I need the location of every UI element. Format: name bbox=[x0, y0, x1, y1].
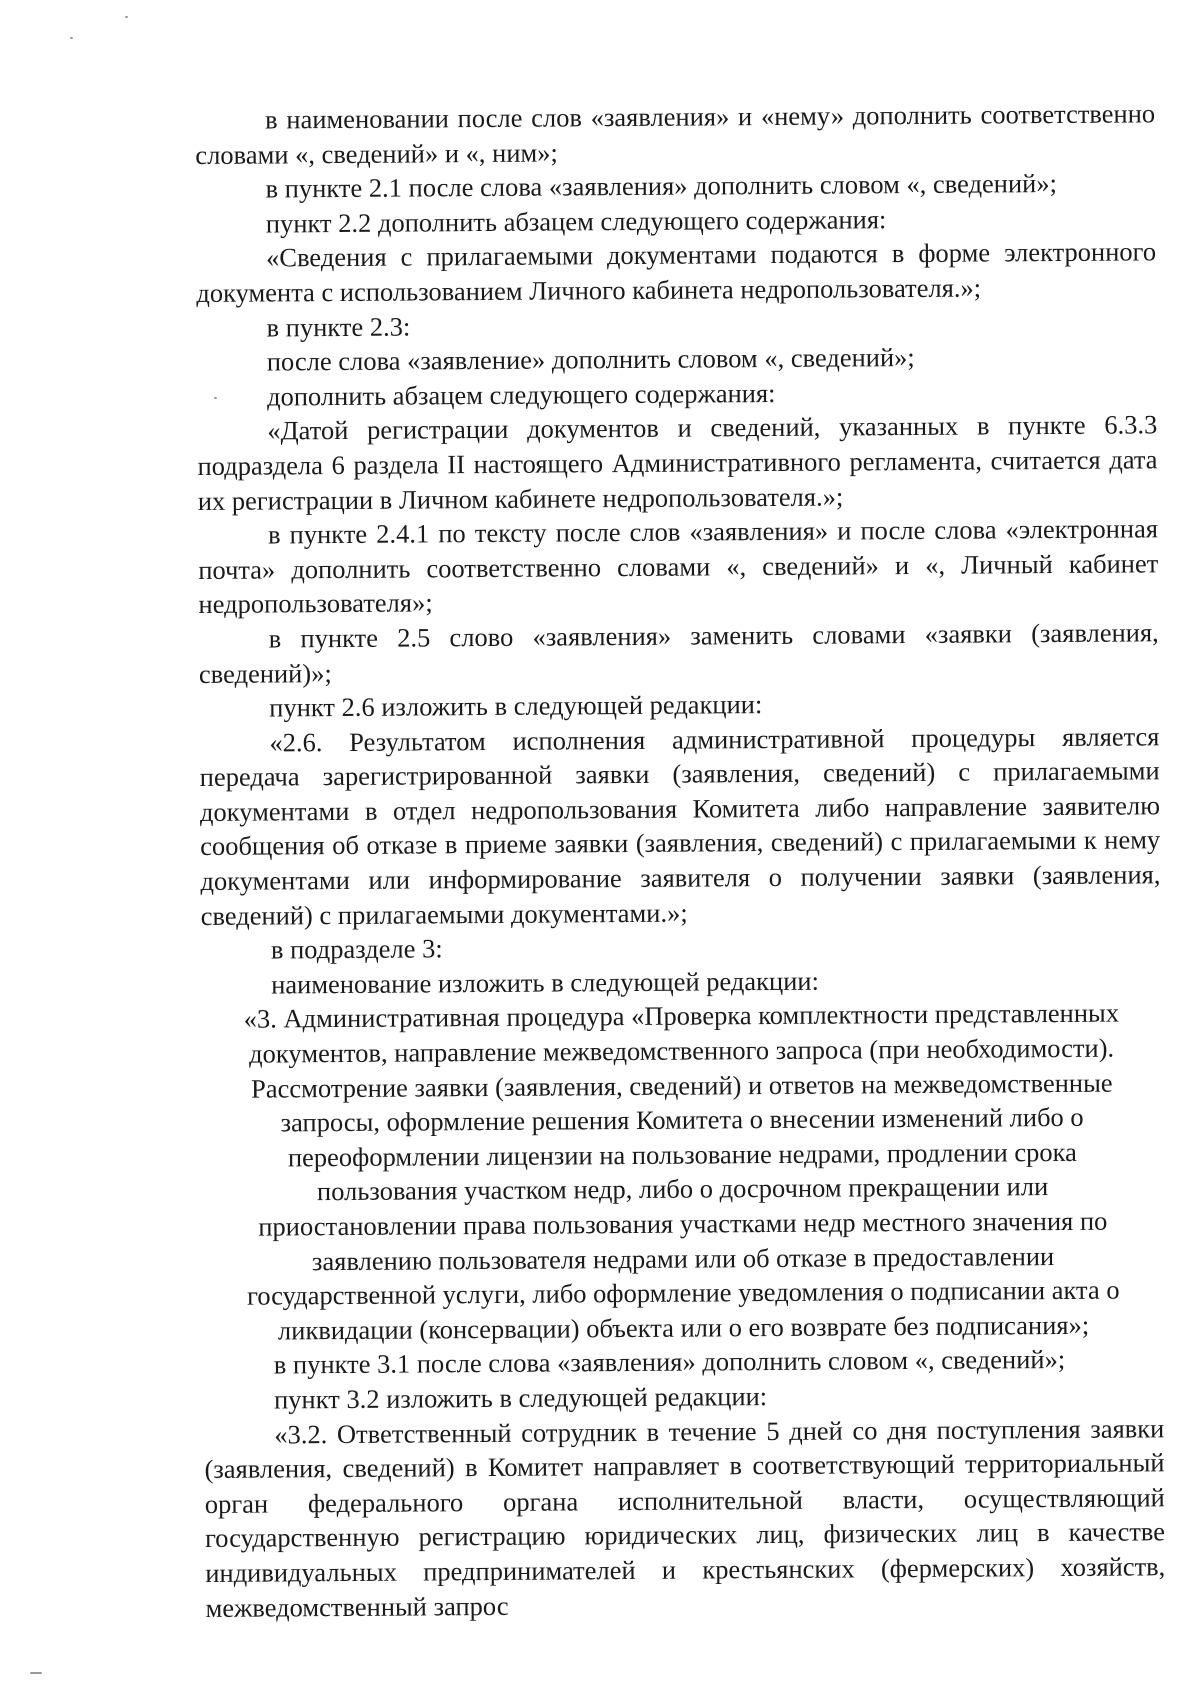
paragraph-17: «3.2. Ответственный сотрудник в течение 5 дней со дня поступления заявки (заявления, сведений) в Комитет направляет в соответствующий территориальный орган федерального органа исполнительной власти, осуществляющий государственную регистрацию юридических лиц, физических лиц в качестве индивидуальных предпринимателей и крестьянских (фермерских) хозяйств, межведомственный запрос bbox=[204, 1412, 1166, 1623]
paragraph-12: «2.6. Результатом исполнения административной процедуры является передача зарегистрированной заявки (заявления, сведений) с прилагаемыми документами в отдел недропользования Комитета либо направление заявителю сообщения об отказе в приеме заявки (заявления, сведений) с прилагаемыми к нему документами или информирование заявителя о получении заявки (заявления, сведений) с прилагаемыми документами.»; bbox=[199, 720, 1161, 931]
paragraph-11: пункт 2.6 изложить в следующей редакции: bbox=[269, 689, 763, 723]
scan-speck bbox=[30, 1672, 42, 1674]
document-page bbox=[195, 96, 1166, 1625]
paragraph-6: после слова «заявление» дополнить словом «, сведений»; bbox=[266, 342, 915, 377]
paragraph-15: в пункте 3.1 после слова «заявления» дополнить словом «, сведений»; bbox=[273, 1344, 1066, 1380]
paragraph-4: «Сведения с прилагаемыми документами подаются в форме электронного документа с использованием Личного кабинета недропользователя.»; bbox=[196, 236, 1157, 308]
scan-speck bbox=[214, 397, 217, 399]
paragraph-13: в подразделе 3: bbox=[270, 933, 443, 965]
paragraph-16: пункт 3.2 изложить в следующей редакции: bbox=[273, 1381, 768, 1415]
paragraph-7: дополнить абзацем следующего содержания: bbox=[266, 377, 776, 412]
paragraph-3: пункт 2.2 дополнить абзацем следующего содержания: bbox=[265, 203, 887, 239]
paragraph-2: в пункте 2.1 после слова «заявления» дополнить словом «, сведений»; bbox=[265, 168, 1058, 204]
scan-speck bbox=[125, 16, 128, 18]
paragraph-8: «Датой регистрации документов и сведений, указанных в пункте 6.3.3 подраздела 6 раздела II настоящего Административного регламента, считается дата их регистрации в Личном кабинете недропользователя.»; bbox=[197, 409, 1158, 516]
paragraph-9: в пункте 2.4.1 по тексту после слов «заявления» и после слова «электронная почта» дополнить соответственно словами «, сведений» и «, Личный кабинет недропользователя»; bbox=[198, 513, 1159, 620]
paragraph-10: в пункте 2.5 слово «заявления» заменить словами «заявки (заявления, сведений)»; bbox=[198, 617, 1159, 689]
paragraph-5: в пункте 2.3: bbox=[266, 311, 411, 343]
paragraph-14: наименование изложить в следующей редакции: bbox=[271, 965, 819, 1000]
paragraph-1: в наименовании после слов «заявления» и «нему» дополнить соответственно словами «, сведений» и «, ним»; bbox=[195, 98, 1156, 170]
scan-speck bbox=[70, 37, 73, 39]
section-heading: «3. Административная процедура «Проверка комплектности представленных документов, направление межведомственного запроса (при необходимости). Рассмотрение заявки (заявления, сведений) и ответов на межведомственные запросы, оформление решения Комитета о внесении изменений либо о переоформлении лицензии на пользование недрами, продлении срока пользования участком недр, либо о досрочном прекращении или приостановлении права пользования участками недр местного значения по заявлению пользователя недрами или об отказе в предоставлении государственной услуги, либо оформление уведомления о подписании акта о ликвидации (консервации) объекта или о его возврате без подписания»; bbox=[243, 998, 1120, 1346]
